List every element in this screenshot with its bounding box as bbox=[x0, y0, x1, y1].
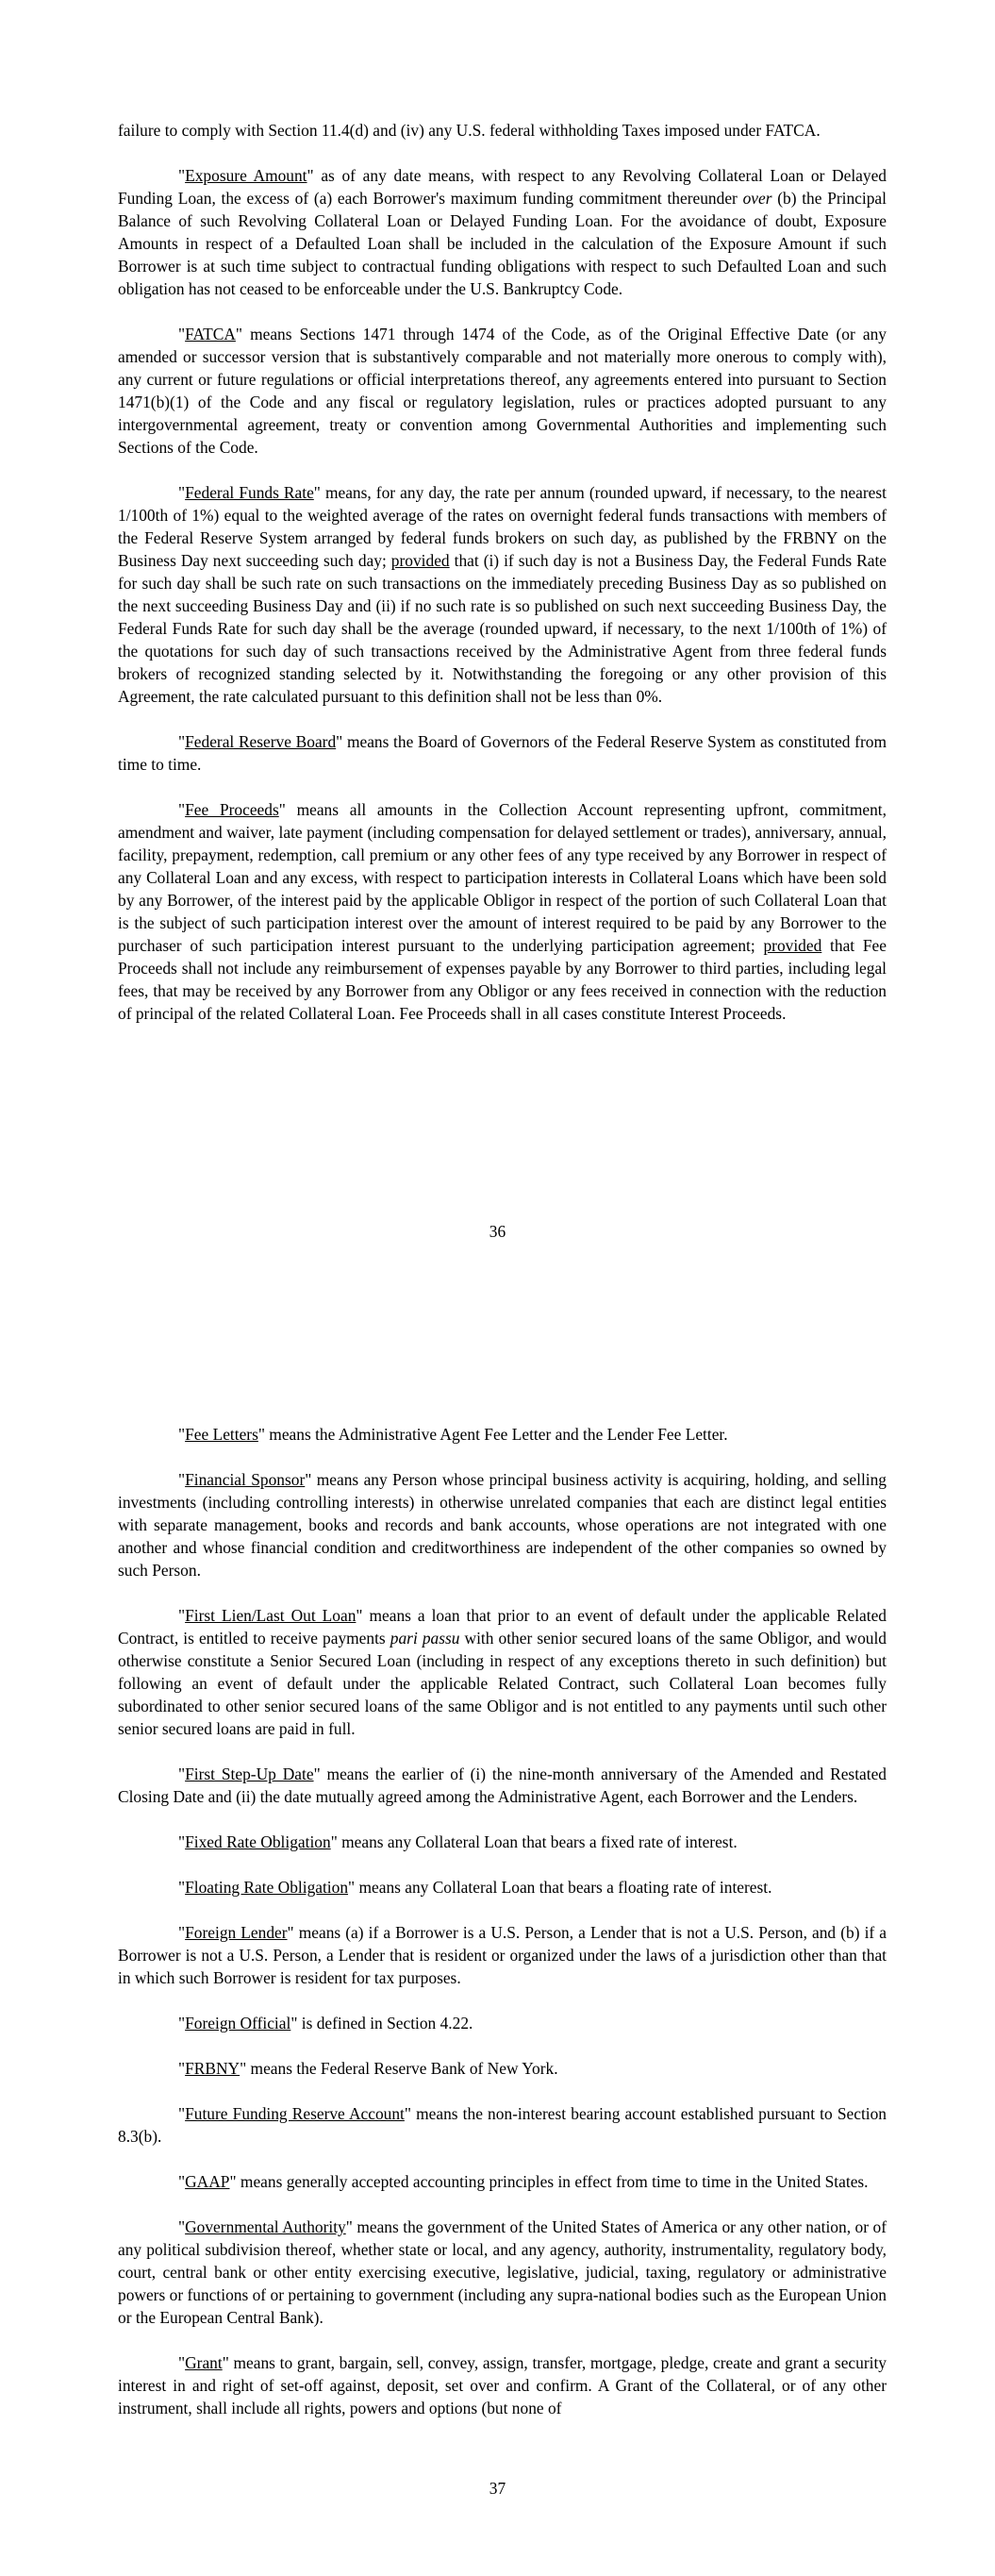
text-run: " bbox=[178, 1878, 186, 1897]
defined-term: FRBNY bbox=[185, 2059, 240, 2078]
definition-fixed-rate-obligation bbox=[118, 1831, 887, 1853]
text-run: " means the Federal Reserve Bank of New York. bbox=[240, 2059, 558, 2078]
definition-frbny bbox=[118, 2057, 887, 2080]
text-run: " means the Administrative Agent Fee Letter and the Lender Fee Letter. bbox=[257, 1425, 728, 1444]
text-run: " bbox=[178, 1425, 186, 1444]
defined-term: First Lien/Last Out Loan bbox=[185, 1606, 357, 1625]
text-run: " bbox=[178, 1832, 186, 1851]
text-run: " bbox=[178, 2353, 186, 2372]
page-number: 36 bbox=[489, 1222, 506, 1241]
defined-term: Future Funding Reserve Account bbox=[185, 2104, 405, 2123]
definition-gaap bbox=[118, 2170, 887, 2193]
defined-term: Foreign Lender bbox=[185, 1923, 288, 1942]
text-run: " means (a) if a Borrower is a U.S. Person, a Lender that is not a U.S. Person, and (b) if a Borrower is not a U.S. Person, a Lender that is resident or organized under the laws of a jurisdiction other than that in which such Borrower is resident for tax purposes. bbox=[118, 1923, 887, 1987]
defined-term: Fee Letters bbox=[185, 1425, 258, 1444]
page-37-body bbox=[118, 1423, 887, 2442]
defined-term: provided bbox=[390, 551, 450, 570]
definition-federal-funds-rate bbox=[118, 481, 887, 708]
text-run: " bbox=[178, 800, 186, 819]
text-run: failure to comply with Section 11.4(d) and (iv) any U.S. federal withholding Taxes imposed under FATCA. bbox=[118, 121, 821, 140]
text-run: " means the non-interest bearing account established pursuant to Section 8.3(b). bbox=[118, 2104, 887, 2146]
text-run: " means any Collateral Loan that bears a floating rate of interest. bbox=[348, 1878, 772, 1897]
defined-term: Fee Proceeds bbox=[185, 800, 279, 819]
definition-future-funding-reserve-account bbox=[118, 2102, 887, 2148]
text-run: that Fee Proceeds shall not include any reimbursement of expenses payable by any Borrower to third parties, including legal fees, that may be received by any Borrower from any Obligor or any fees received in connection with the reduction of principal of the related Collateral Loan. Fee Proceeds shall in all cases constitute Interest Proceeds. bbox=[118, 936, 887, 1023]
text-run: " bbox=[178, 2059, 186, 2078]
definition-fee-letters bbox=[118, 1423, 887, 1446]
text-run: " bbox=[178, 2217, 186, 2236]
definition-floating-rate-obligation bbox=[118, 1876, 887, 1899]
page-37 bbox=[0, 1283, 995, 2576]
defined-term: First Step-Up Date bbox=[185, 1765, 314, 1783]
defined-term: GAAP bbox=[185, 2172, 230, 2191]
italic-text: over bbox=[742, 189, 772, 208]
italic-text: pari passu bbox=[390, 1629, 460, 1648]
definition-fee-proceeds bbox=[118, 798, 887, 1025]
text-run: " bbox=[178, 2172, 186, 2191]
text-run: that (i) if such day is not a Business Day, the Federal Funds Rate for such day shall be such rate on such transactions on the immediately preceding Business Day as so published on the next succeeding Business Day and (ii) if no such rate is so published on such next succeeding Business Day, the Federal Funds Rate for such day shall be the average (rounded upward, if necessary, to the next 1/100th of 1%) of the quotations for such day of such transactions received by the Administrative Agent from three federal funds brokers of recognized standing selected by it. Notwithstanding the foregoing or any other provision of this Agreement, the rate calculated pursuant to this definition shall not be less than 0%. bbox=[118, 551, 887, 706]
text-run: " means the earlier of (i) the nine-month anniversary of the Amended and Restated Closing Date and (ii) the date mutually agreed among the Administrative Agent, each Borrower and the Lenders. bbox=[118, 1765, 887, 1806]
text-run: " means Sections 1471 through 1474 of the Code, as of the Original Effective Date (or any amended or successor version that is substantively comparable and not materially more onerous to comply with), any current or future regulations or official interpretations thereof, any agreements entered into pursuant to Section 1471(b)(1) of the Code and any fiscal or regulatory legislation, rules or practices adopted pursuant to any intergovernmental agreement, treaty or convention among Governmental Authorities and implementing such Sections of the Code. bbox=[118, 325, 887, 457]
definition-federal-reserve-board bbox=[118, 730, 887, 776]
text-run: " bbox=[178, 2104, 186, 2123]
defined-term: Exposure Amount bbox=[185, 166, 307, 185]
definition-governmental-authority bbox=[118, 2216, 887, 2329]
defined-term: Federal Funds Rate bbox=[185, 483, 314, 502]
text-run: " means the government of the United States of America or any other nation, or of any political subdivision thereof, whether state or local, and any agency, authority, instrumentality, regulatory body, court, central bank or other entity exercising executive, legislative, judicial, taxing, regulatory or administrative powers or functions of or pertaining to government (including any supra-national bodies such as the European Union or the European Central Bank). bbox=[118, 2217, 887, 2327]
text-run: " means to grant, bargain, sell, convey, assign, transfer, mortgage, pledge, create and grant a security interest in and right of set-off against, deposit, set over and confirm. A Grant of the Collateral, or of any other instrument, shall include all rights, powers and options (but none of bbox=[118, 2353, 887, 2417]
text-run: " means the Board of Governors of the Federal Reserve System as constituted from time to time. bbox=[118, 732, 887, 774]
definition-financial-sponsor bbox=[118, 1468, 887, 1581]
text-run: " means, for any day, the rate per annum (rounded upward, if necessary, to the nearest 1/100th of 1%) equal to the weighted average of the rates on overnight federal funds transactions with members of the Federal Reserve System arranged by federal funds brokers on such day, as published by the FRBNY on the Business Day next succeeding such day; bbox=[118, 483, 887, 570]
definition-exposure-amount bbox=[118, 164, 887, 300]
defined-term: Financial Sponsor bbox=[185, 1470, 306, 1489]
text-run: " means any Collateral Loan that bears a fixed rate of interest. bbox=[330, 1832, 738, 1851]
text-run: " bbox=[178, 325, 186, 343]
text-run: " bbox=[178, 483, 186, 502]
definition-fatca bbox=[118, 323, 887, 459]
text-run: " means any Person whose principal business activity is acquiring, holding, and selling investments (including controlling interests) in otherwise unrelated companies that each are distinct legal entities with separate management, books and records and bank accounts, whose operations are not integrated with one another and whose financial condition and creditworthiness are independent of the other companies so owned by such Person. bbox=[118, 1470, 887, 1580]
text-run: " means all amounts in the Collection Account representing upfront, commitment, amendment and waiver, late payment (including compensation for delayed settlement or trades), anniversary, annual, facility, prepayment, redemption, call premium or any other fees of any type received by any Borrower in respect of any Collateral Loan and any excess, with respect to participation interests in Collateral Loans which have been sold by any Borrower, of the interest paid by the applicable Obligor in respect of the portion of such Collateral Loan that is the subject of such participation interest over the amount of interest required to be paid by any Borrower to the purchaser of such participation interest pursuant to the underlying participation agreement; bbox=[118, 800, 887, 955]
text-run: " bbox=[178, 1923, 186, 1942]
text-run: " means generally accepted accounting principles in effect from time to time in the United States. bbox=[229, 2172, 869, 2191]
definition-foreign-lender bbox=[118, 1921, 887, 1989]
text-run: (b) the Principal Balance of such Revolving Collateral Loan or Delayed Funding Loan. For the avoidance of doubt, Exposure Amounts in respect of a Defaulted Loan shall be included in the calculation of the Exposure Amount if such Borrower is at such time subject to contractual funding obligations with respect to such Defaulted Loan and such obligation has not ceased to be enforceable under the U.S. Bankruptcy Code. bbox=[118, 189, 887, 298]
text-run: with other senior secured loans of the same Obligor, and would otherwise constitute a Senior Secured Loan (including in respect of any exceptions thereto in such definition) but following an event of default under the applicable Related Contract, such Collateral Loan becomes fully subordinated to other senior secured loans of the same Obligor and is not entitled to any payments until such other senior secured loans are paid in full. bbox=[118, 1629, 887, 1738]
defined-term: Federal Reserve Board bbox=[185, 732, 337, 751]
defined-term: Governmental Authority bbox=[185, 2217, 346, 2236]
definition-foreign-official bbox=[118, 2012, 887, 2034]
page-36 bbox=[0, 0, 995, 1283]
text-run: " bbox=[178, 1470, 186, 1489]
defined-term: Floating Rate Obligation bbox=[185, 1878, 349, 1897]
text-run: " as of any date means, with respect to any Revolving Collateral Loan or Delayed Funding Loan, the excess of (a) each Borrower's maximum funding commitment thereunder bbox=[118, 166, 887, 208]
definition-first-lien-last-out-loan bbox=[118, 1604, 887, 1740]
page-number: 37 bbox=[489, 2479, 506, 2498]
text-run: " is defined in Section 4.22. bbox=[290, 2014, 473, 2032]
definition-grant bbox=[118, 2351, 887, 2419]
defined-term: provided bbox=[763, 936, 822, 955]
page-36-body bbox=[118, 119, 887, 1047]
text-run: " means a loan that prior to an event of default under the applicable Related Contract, is entitled to receive payments bbox=[118, 1606, 887, 1648]
paragraph-fatca-continuation bbox=[118, 119, 887, 142]
text-run: " bbox=[178, 1765, 186, 1783]
text-run: " bbox=[178, 166, 186, 185]
text-run: " bbox=[178, 1606, 186, 1625]
text-run: " bbox=[178, 2014, 186, 2032]
defined-term: Foreign Official bbox=[185, 2014, 291, 2032]
text-run: " bbox=[178, 732, 186, 751]
defined-term: Fixed Rate Obligation bbox=[185, 1832, 331, 1851]
defined-term: Grant bbox=[185, 2353, 223, 2372]
defined-term: FATCA bbox=[185, 325, 236, 343]
definition-first-step-up-date bbox=[118, 1763, 887, 1808]
